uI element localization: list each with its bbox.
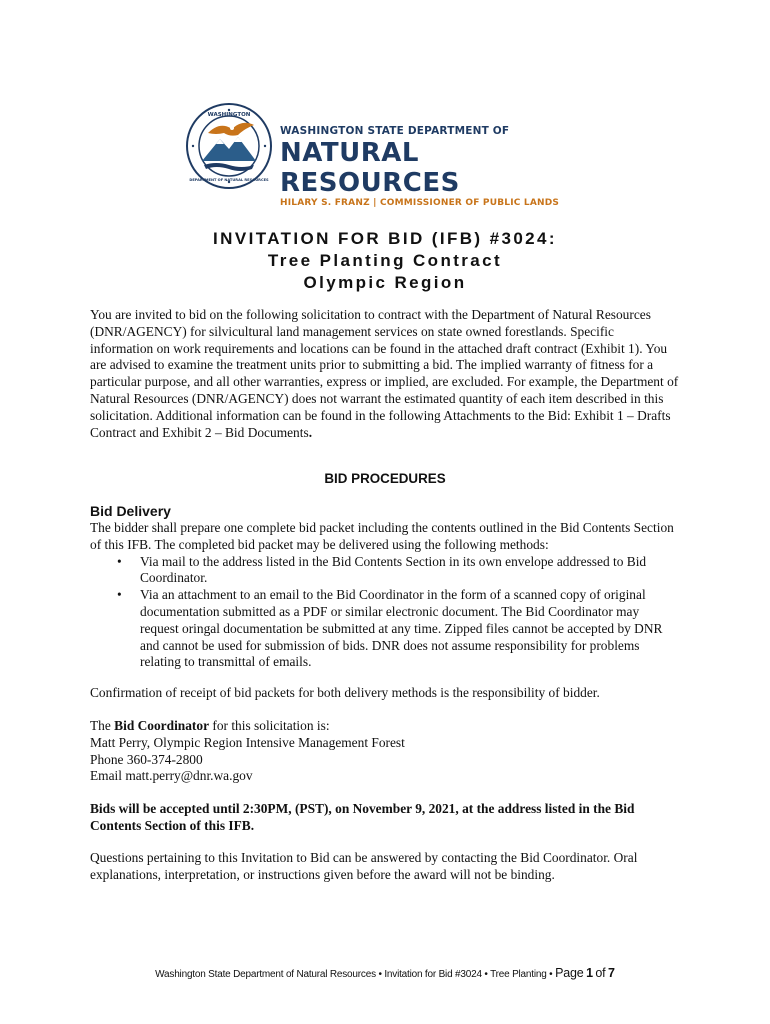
dnr-header-logo bbox=[186, 103, 606, 208]
bullet-icon: • bbox=[117, 553, 122, 569]
coordinator-suffix: for this solicitation is: bbox=[209, 718, 330, 733]
agency-line-1: WASHINGTON STATE DEPARTMENT OF bbox=[280, 125, 510, 137]
coordinator-label: Bid Coordinator bbox=[114, 718, 210, 733]
footer-page-number: 1 bbox=[586, 966, 593, 980]
agency-line-2: NATURAL RESOURCES bbox=[280, 138, 460, 198]
intro-text: You are invited to bid on the following solicitation to contract with the Department of Natural Resources (DNR/AGENCY) for silvicultural land management services on state owned forestlands. Specific information on work requirements and locations can be found in the attached draft contract (Exhibit 1). You are advised to examine the treatment units prior to submitting a bid. The implied warranty of fitness for a particular purpose, and all other warranties, express or implied, are excluded. For example, the Department of Natural Resources (DNR/AGENCY) does not warrant the estimated quantity of each item described in this solicitation. Additional information can be found in the following Attachments to the Bid: Exhibit 1 – Drafts Contract and Exhibit 2 – Bid Documents bbox=[90, 307, 679, 440]
subheading-bid-delivery: Bid Delivery bbox=[90, 503, 171, 519]
document-title bbox=[0, 228, 770, 294]
intro-paragraph bbox=[90, 307, 680, 441]
list-item bbox=[90, 554, 680, 588]
coordinator-name: Matt Perry, Olympic Region Intensive Management Forest bbox=[90, 734, 405, 750]
questions-paragraph: Questions pertaining to this Invitation to Bid can be answered by contacting the Bid Coordinator. Oral explanations, interpretation, or instructions given before the award will not be binding. bbox=[90, 850, 638, 882]
dnr-seal-icon bbox=[186, 103, 272, 189]
title-line-1: INVITATION FOR BID (IFB) #3024: bbox=[213, 229, 557, 248]
coordinator-intro bbox=[90, 718, 680, 735]
bullet-icon: • bbox=[117, 587, 122, 603]
page-footer bbox=[0, 966, 770, 980]
bid-coordinator-block bbox=[90, 718, 680, 785]
bid-delivery-section bbox=[90, 520, 680, 671]
coordinator-phone: Phone 360-374-2800 bbox=[90, 751, 203, 767]
agency-line-3: HILARY S. FRANZ | COMMISSIONER OF PUBLIC LANDS bbox=[280, 198, 560, 208]
bid-delivery-text: The bidder shall prepare one complete bid packet including the contents outlined in the Bid Contents Section of this IFB. The completed bid packet may be delivered using the following methods: bbox=[90, 520, 674, 552]
section-title-bid-procedures: BID PROCEDURES bbox=[324, 471, 446, 486]
footer-page-word: Page bbox=[555, 966, 584, 980]
bullet-text: Via mail to the address listed in the Bid Contents Section in its own envelope addressed to Bid Coordinator. bbox=[140, 553, 647, 586]
footer-page-total: 7 bbox=[608, 966, 615, 980]
seal-text-top: WASHINGTON bbox=[207, 112, 251, 118]
bullet-text: Via an attachment to an email to the Bid Coordinator in the form of a scanned copy of original documentation submitted as a PDF or similar electronic document. The Bid Coordinator may request oringal documentation be submitted at any time. Zipped files cannot be accepted by DNR and cannot be used for submission of bids. DNR does not assume responsibility for problems relating to transmittal of emails. bbox=[140, 587, 663, 670]
delivery-methods-list bbox=[90, 554, 680, 672]
coordinator-email: Email matt.perry@dnr.wa.gov bbox=[90, 768, 253, 784]
agency-wordmark bbox=[280, 125, 606, 208]
title-line-2: Tree Planting Contract bbox=[267, 251, 503, 270]
confirmation-paragraph: Confirmation of receipt of bid packets for both delivery methods is the responsibility of bidder. bbox=[90, 685, 600, 700]
seal-text-bottom: DEPARTMENT OF NATURAL RESOURCES bbox=[189, 178, 269, 182]
footer-of-word: of bbox=[595, 966, 606, 980]
intro-period: . bbox=[308, 424, 313, 440]
coordinator-prefix: The bbox=[90, 718, 115, 733]
footer-text: Washington State Department of Natural Resources • Invitation for Bid #3024 • Tree Planting • bbox=[155, 969, 556, 980]
title-line-3: Olympic Region bbox=[303, 273, 467, 292]
list-item bbox=[90, 587, 680, 671]
deadline-paragraph: Bids will be accepted until 2:30PM, (PST), on November 9, 2021, at the address listed in the Bid Contents Section of this IFB. bbox=[90, 801, 635, 833]
